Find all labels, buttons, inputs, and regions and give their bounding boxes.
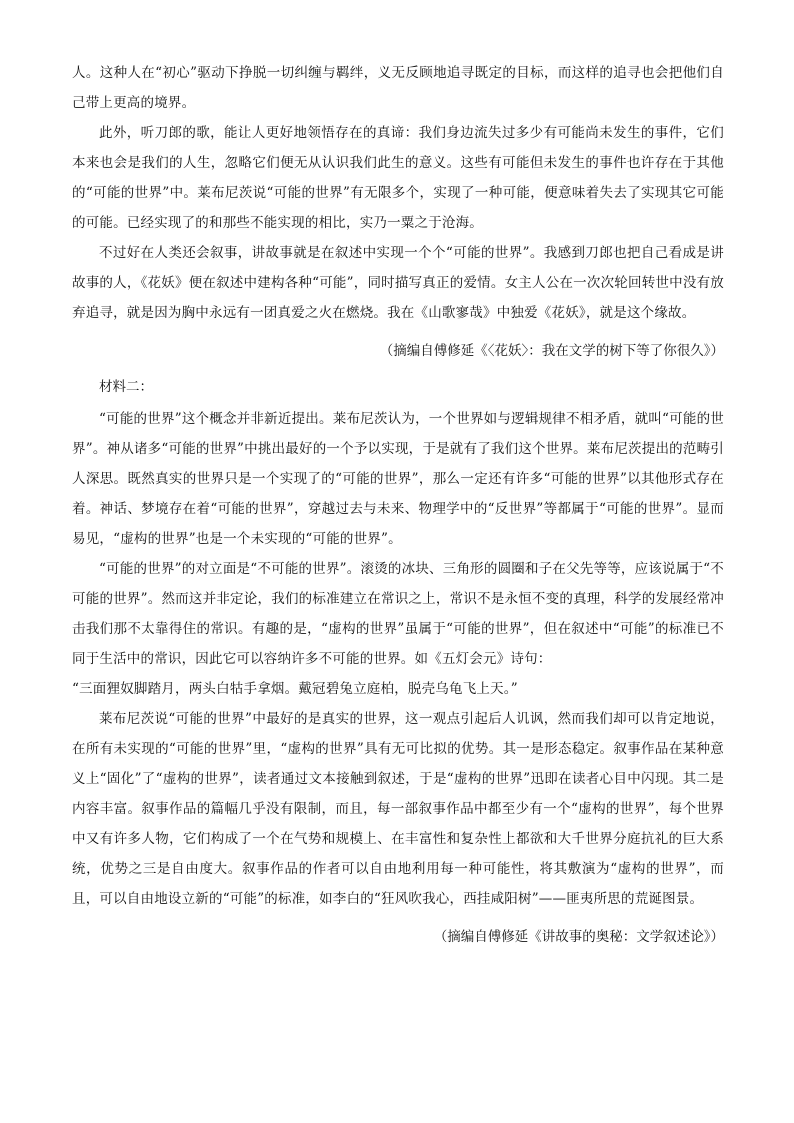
source-citation-1: （摘编自傅修延《〈花妖〉：我在文学的树下等了你很久》） [379, 343, 724, 359]
paragraph-continuation: 人。这种人在“初心”驱动下挣脱一切纠缠与羁绊，义无反顾地追寻既定的目标，而这样的追寻也会把他们自己带上更高的境界。 [72, 65, 724, 111]
source-citation-2: （摘编自傅修延《讲故事的奥秘：文学叙述论》） [433, 929, 724, 945]
poem-quote: “三面狸奴脚踏月，两头白牯手拿烟。戴冠碧兔立庭柏，脱壳乌龟飞上天。” [72, 681, 518, 697]
paragraph-storytelling: 不过好在人类还会叙事，讲故事就是在叙述中实现一个个“可能的世界”。我感到刀郎也把自己看成是讲故事的人，《花妖》便在叙述中建构各种“可能”，同时描写真正的爱情。女主人公在一次次轮回转世中没有放弃追寻，就是因为胸中永远有一团真爱之火在燃烧。我在《山歌寥哉》中独爱《花妖》，就是这个缘故。 [72, 245, 724, 321]
paragraph-fictional-advantages: 莱布尼茨说“可能的世界”中最好的是真实的世界，这一观点引起后人讥讽，然而我们却可以肯定地说，在所有未实现的“可能的世界”里，“虚构的世界”具有无可比拟的优势。其一是形态稳定。叙事作品在某种意义上“固化”了“虚构的世界”，读者通过文本接触到叙述，于是“虚构的世界”迅即在读者心目中闪现。其二是内容丰富。叙事作品的篇幅几乎没有限制，而且，每一部叙事作品中都至少有一个“虚构的世界”，每个世界中又有许多人物，它们构成了一个在气势和规模上、在丰富性和复杂性上都欲和大千世界分庭抗礼的巨大系统，优势之三是自由度大。叙事作品的作者可以自由地利用每一种可能性，将其敷演为“虚构的世界”，而且，可以自由地设立新的“可能”的标准，如李白的“狂风吹我心，西挂咸阳树”——匪夷所思的荒诞图景。 [72, 711, 724, 907]
document-page [72, 58, 724, 956]
material-2-heading: 材料二： [99, 379, 153, 395]
paragraph-impossible-worlds: “可能的世界”的对立面是“不可能的世界”。滚烫的冰块、三角形的圆圈和子在父先等等，应该说属于“不可能的世界”。然而这并非定论，我们的标准建立在常识之上，常识不是永恒不变的真理，科学的发展经常冲击我们那不太靠得住的常识。有趣的是，“虚构的世界”虽属于“可能的世界”，但在叙述中“可能”的标准已不同于生活中的常识，因此它可以容纳许多不可能的世界。如《五灯会元》诗句： [72, 561, 724, 667]
paragraph-possible-worlds: 此外，听刀郎的歌，能让人更好地领悟存在的真谛：我们身边流失过多少有可能尚未发生的事件，它们本来也会是我们的人生，忽略它们便无从认识我们此生的意义。这些有可能但未发生的事件也许存在于其他的“可能的世界”中。莱布尼茨说“可能的世界”有无限多个，实现了一种可能，便意味着失去了实现其它可能的可能。已经实现了的和那些不能实现的相比，实乃一粟之于沧海。 [72, 125, 724, 231]
paragraph-concept: “可能的世界”这个概念并非新近提出。莱布尼茨认为，一个世界如与逻辑规律不相矛盾，就叫“可能的世界”。神从诸多“可能的世界”中挑出最好的一个予以实现，于是就有了我们这个世界。莱布尼茨提出的范畴引人深思。既然真实的世界只是一个实现了的“可能的世界”，那么一定还有许多“可能的世界”以其他形式存在着。神话、梦境存在着“可能的世界”，穿越过去与未来、物理学中的“反世界”等都属于“可能的世界”。显而易见，“虚构的世界”也是一个未实现的“可能的世界”。 [72, 411, 724, 547]
